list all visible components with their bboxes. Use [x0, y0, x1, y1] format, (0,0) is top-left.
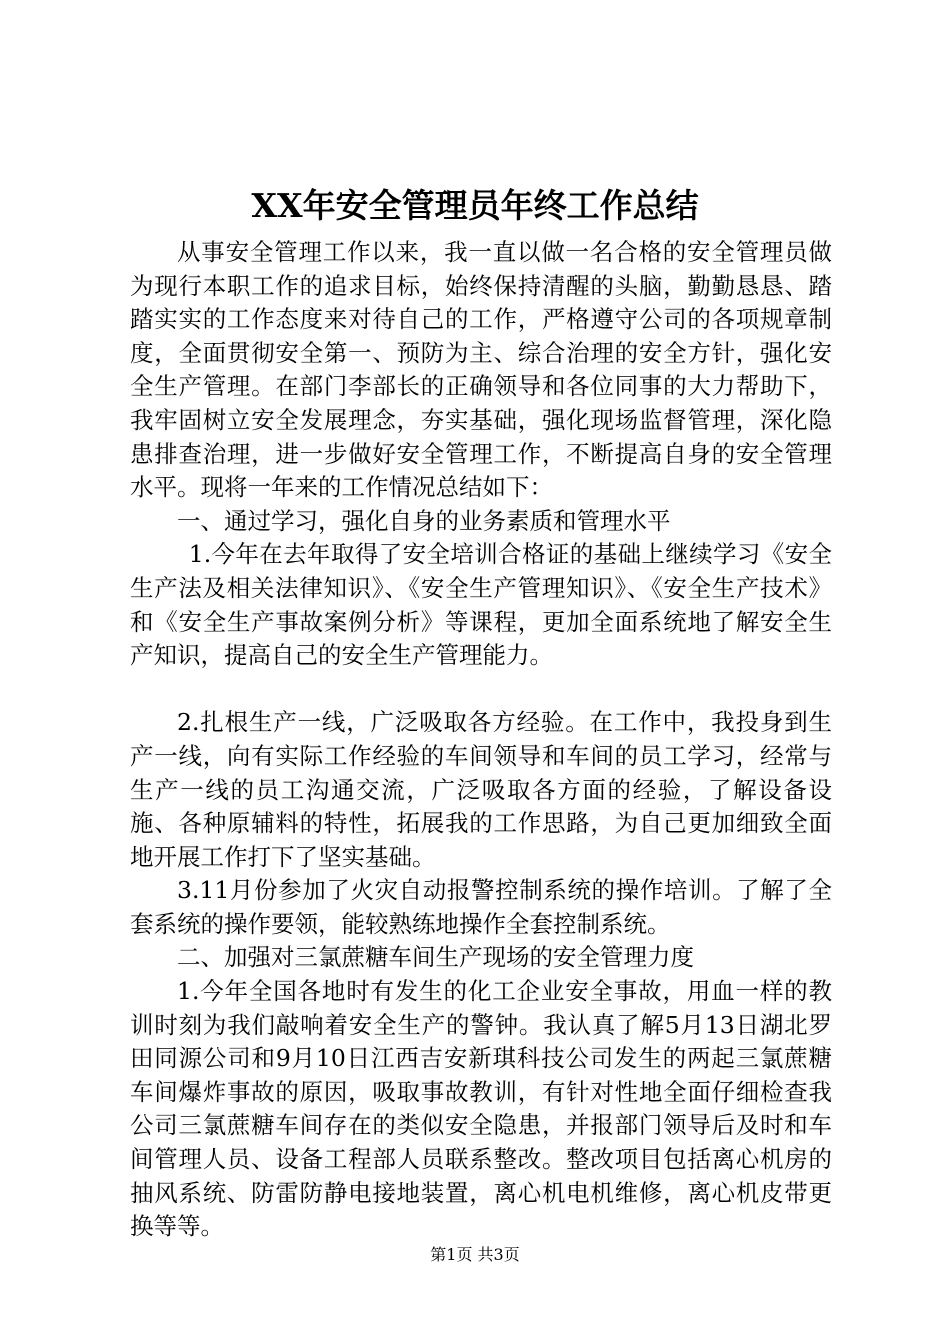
section-heading-2: 二、加强对三氯蔗糖车间生产现场的安全管理力度	[177, 943, 694, 972]
section-heading-1: 一、通过学习，强化自身的业务素质和管理水平	[177, 506, 671, 535]
intro-paragraph: 从事安全管理工作以来，我一直以做一名合格的安全管理员做为现行本职工作的追求目标，始终保持清醒的头脑，勤勤恳恳、踏踏实实的工作态度来对待自己的工作，严格遵守公司的各项规章制度，全面贯彻安全第一、预防为主、综合治理的安全方针，强化安全生产管理。在部门李部长的正确领导和各位同事的大力帮助下，我牢固树立安全发展理念，夯实基础，强化现场监督管理，深化隐患排查治理，进一步做好安全管理工作，不断提高自身的安全管理水平。现将一年来的工作情况总结如下：	[130, 238, 832, 502]
document-title: XX年安全管理员年终工作总结	[251, 186, 699, 225]
section-2-item-1: 1.今年全国各地时有发生的化工企业安全事故，用血一样的教训时刻为我们敲响着安全生产的警钟。我认真了解5月13日湖北罗田同源公司和9月10日江西吉安新琪科技公司发生的两起三氯蔗糖车间爆炸事故的原因，吸取事故教训，有针对性地全面仔细检查我公司三氯蔗糖车间存在的类似安全隐患，并报部门领导后及时和车间管理人员、设备工程部人员联系整改。整改项目包括离心机房的抽风系统、防雷防静电接地装置，离心机电机维修，离心机皮带更换等等。	[130, 977, 832, 1241]
section-1-item-3: 3.11月份参加了火灾自动报警控制系统的操作培训。了解了全套系统的操作要领，能较熟练地操作全套控制系统。	[130, 876, 832, 938]
section-1-item-1: 1.今年在去年取得了安全培训合格证的基础上继续学习《安全生产法及相关法律知识》、《安全生产管理知识》、《安全生产技术》和《安全生产事故案例分析》等课程，更加全面系统地了解安全生产知识，提高自己的安全生产管理能力。	[130, 540, 832, 670]
blank-line	[130, 673, 832, 707]
document-body	[130, 236, 832, 1244]
page-footer: 第1页 共3页	[430, 1245, 520, 1264]
section-1-item-2: 2.扎根生产一线，广泛吸取各方经验。在工作中，我投身到生产一线，向有实际工作经验的车间领导和车间的员工学习，经常与生产一线的员工沟通交流，广泛吸取各方面的经验，了解设备设施、各种原辅料的特性，拓展我的工作思路，为自己更加细致全面地开展工作打下了坚实基础。	[130, 708, 832, 871]
